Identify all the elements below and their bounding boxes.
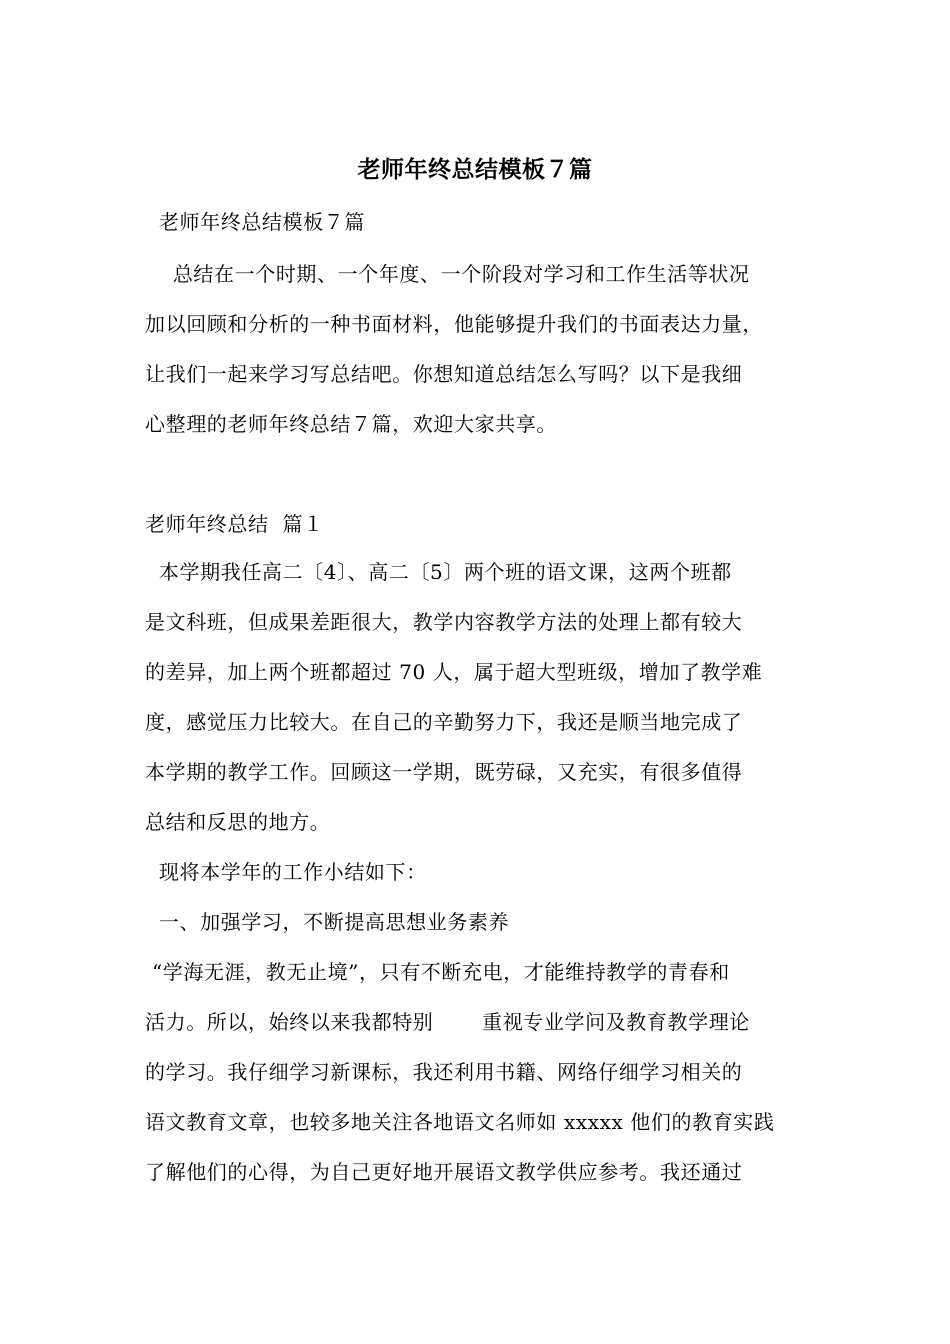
section-heading: 老师年终总结 篇１ [145, 512, 324, 536]
body-line-5: 本学期的教学工作。回顾这一学期，既劳碌，又充实，有很多值得 [145, 760, 743, 784]
body-line-3: 的差异，加上两个班都超过 70 人，属于超大型班级，增加了教学难 [145, 660, 763, 684]
body-line-10: 的学习。我仔细学习新课标，我还利用书籍、网络仔细学习相关的 [145, 1060, 743, 1084]
intro-line-3: 让我们一起来学习写总结吧。你想知道总结怎么写吗？以下是我细 [145, 362, 743, 386]
body-line-9: 活力。所以，始终以来我都特别 重视专业学问及教育教学理论 [145, 1010, 750, 1034]
body-line-7: 现将本学年的工作小结如下： [145, 860, 427, 884]
body-line-8: “学海无涯，教无止境”，只有不断充电，才能维持教学的青春和 [145, 960, 730, 984]
subtitle-line: 老师年终总结模板７篇 [145, 210, 365, 234]
subheading-line: 一、加强学习，不断提高思想业务素养 [145, 910, 510, 934]
intro-line-2: 加以回顾和分析的一种书面材料，他能够提升我们的书面表达力量， [145, 312, 763, 336]
intro-line-1: 总结在一个时期、一个年度、一个阶段对学习和工作生活等状况 [145, 262, 750, 286]
body-line-1: 本学期我任高二〔4〕、高二〔5〕两个班的语文课，这两个班都 [145, 560, 732, 584]
body-line-11: 语文教育文章，也较多地关注各地语文名师如 xxxxx 他们的教育实践 [145, 1110, 775, 1134]
body-line-2: 是文科班，但成果差距很大，教学内容教学方法的处理上都有较大 [145, 610, 743, 634]
body-line-6: 总结和反思的地方。 [145, 810, 331, 834]
body-line-4: 度，感觉压力比较大。在自己的辛勤努力下，我还是顺当地完成了 [145, 710, 743, 734]
intro-line-4: 心整理的老师年终总结７篇，欢迎大家共享。 [145, 412, 557, 436]
body-line-12: 了解他们的心得，为自己更好地开展语文教学供应参考。我还通过 [145, 1160, 743, 1184]
document-title: 老师年终总结模板７篇 [357, 157, 593, 183]
